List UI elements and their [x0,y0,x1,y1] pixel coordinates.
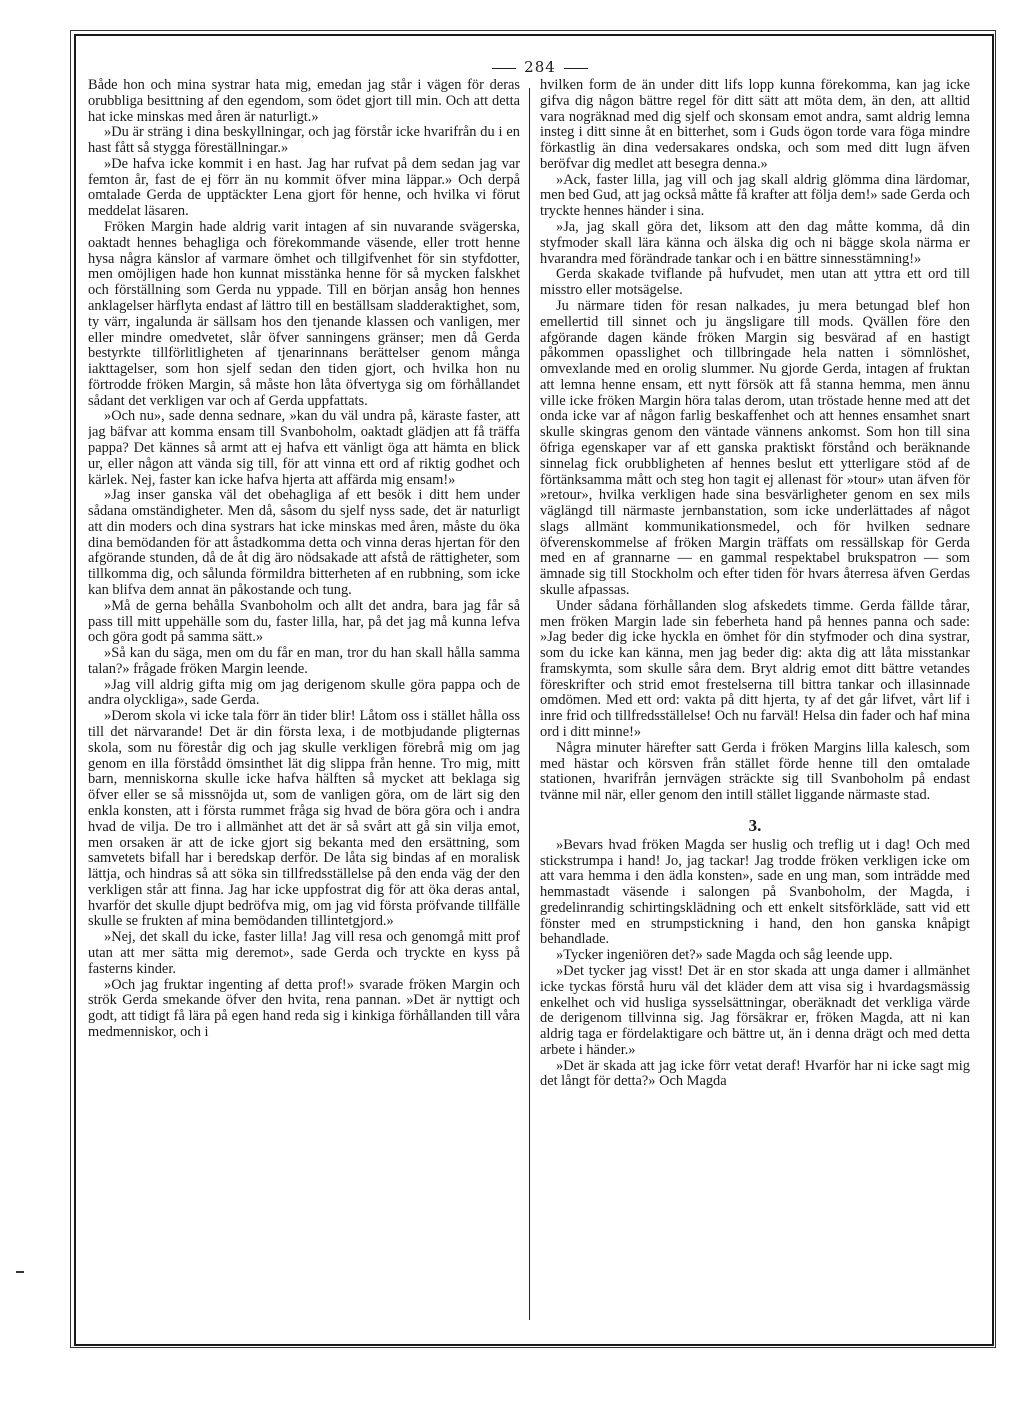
paragraph: »Må de gerna behålla Svanboholm och allt det andra, bara jag får så pass till mitt uppehälle som du, faster lilla, har, på det jag må kunna lefva och göra godt på samma sätt.» [88,597,520,646]
paragraph: »Jag vill aldrig gifta mig om jag derigenom skulle göra pappa och de andra olyckliga», sade Gerda. [88,676,520,709]
paragraph: »Ack, faster lilla, jag vill och jag skall aldrig glömma dina lärdomar, men bed Gud, att jag också måtte få krafter att följa dem!» sade Gerda och tryckte hennes händer i sina. [540,171,970,220]
paragraph: hvilken form de än under ditt lifs lopp kunna förekomma, kan jag icke gifva dig någon bättre regel för ditt sätt att möta dem, än den, att alltid vara nogräknad med dig sjelf och skonsam emot andra, samt aldrig lemna insteg i ditt sinne åt en bitterhet, som i Guds ögon torde vara föga mindre förkastlig än dina vedersakares ondska, och som med ditt lugn äfven beröfvar dig medlet att besegra denna.» [540,78,970,172]
paragraph: »Och jag fruktar ingenting af detta prof!» svarade fröken Margin och strök Gerda smekande öfver den hvita, rena pannan. »Det är nyttigt och godt, att tidigt få lära på egen hand reda sig i kinkiga förhållanden till våra medmenniskor, och i [88,976,520,1040]
page-number-dash-left [492,68,516,69]
paragraph: »Jag inser ganska väl det obehagliga af ett besök i ditt hem under sådana omständigheter. Men då, såsom du sjelf nyss sade, det är naturligt att din moders och dina systrars hat icke minskas med åren, måste du öka dina bemödanden för att åstadkomma detta och vinna deras hjertan för den afgörande stunden, då de åt dig äro nödsakade att afstå de rättigheter, som tillkomma dig, och sålunda förmildra bitterheten af en rubbning, som icke kan blifva dem annat än påkostande och tung. [88,487,520,598]
paragraph: Både hon och mina systrar hata mig, emedan jag står i vägen för deras orubbliga besittning af den egendom, som ödet gjort till min. Och att detta hat icke minskas med åren är naturligt.» [88,78,520,125]
paragraph: »Bevars hvad fröken Magda ser huslig och treflig ut i dag! Och med stickstrumpa i hand! Jo, jag tackar! Jag trodde fröken verkligen icke om att vara hemma i den ädla konsten», sade en ung man, som inträdde med hemmastadt väsende i salongen på Svanboholm, der Magda, i gredelinrandig schirtingsklädning och ett enkelt sitsförkläde, satt vid ett fönster med en strumpstickning i hand, den hon ganska knåpigt behandlade. [540,836,970,948]
paragraph: »Nej, det skall du icke, faster lilla! Jag vill resa och genomgå mitt prof utan att mer sätta mig deremot», sade Gerda och tryckte en kyss på fasterns kinder. [88,929,520,977]
paragraph: »Derom skola vi icke tala förr än tider blir! Låtom oss i stället hålla oss till det närvarande! Det är din första lexa, i de motbjudande pligternas skola, som nu förestår dig och jag skulle verkligen förebrå mig om jag genom en illa förstådd ömsinthet lät dig slippa från henne. Tro mig, mitt barn, menniskorna skulle icke hafva hälften så mycket att beklaga sig öfver eller se så missnöjda ut, som de vanligen göra, om de lärt sig den enkla konsten, att i första rummet fråga sig hvad de böra göra och i andra hvad de vilja. De tro i allmänhet att det är så svårt att gå sin vilja emot, men orsaken är att de icke gjort sig bekanta med den ersättning, som samvetets bifall har i beredskap derför. De låta sig bindas af en moralisk lättja, och hindras så att söka sin tillfredsställelse på den enda väg der den verkligen står att finna. Jag har icke uppfostrat dig för att öka deras antal, hvarför det skulle djupt bedröfva mig, om jag vid första pröfvande tillfälle skulle se frukten af mina bemödanden tillintetgjord.» [88,708,520,930]
section-heading: 3. [748,815,762,835]
left-column [88,78,520,1328]
paragraph: Några minuter härefter satt Gerda i fröken Margins lilla kalesch, som med hästar och körsven från stället förde henne till den omtalade stationen, hvarifrån jernvägen sträckte sig till Svanboholm på endast tvänne mil när, eller genom den intill stället liggande närmaste stad. [540,739,970,804]
paragraph: Gerda skakade tviflande på hufvudet, men utan att yttra ett ord till misstro eller motsägelse. [540,266,970,299]
paragraph: »Och nu», sade denna sednare, »kan du väl undra på, käraste faster, att jag bäfvar att komma ensam till Svanboholm, oaktadt glädjen att få träffa pappa? Det kännes så armt att ej hafva ett vänligt öga att hämta en blick ur, eller någon att vända sig till, för att vinna ett ord af riktig godhet och kärlek. Nej, faster kan icke hafva hjerta att affärda mig ensam!» [88,408,520,488]
paragraph: »Det är skada att jag icke förr vetat deraf! Hvarför har ni icke sagt mig det långt för detta?» Och Magda [540,1057,970,1090]
page-number-dash-right [564,68,588,69]
paragraph: »Du är sträng i dina beskyllningar, och jag förstår icke hvarifrån du i en hast fått så stygga föreställningar.» [88,124,520,157]
paragraph: »Tycker ingeniören det?» sade Magda och såg leende upp. [556,947,893,964]
column-divider [529,88,530,1320]
paragraph: Under sådana förhållanden slog afskedets timme. Gerda fällde tårar, men fröken Margin lade sin feberheta hand på hennes panna och sade: »Jag beder dig icke hyckla en ömhet för din styfmoder och dina systrar, som du icke kan känna, men jag beder dig: akta dig att låta misstankar framskymta, som skulle såra dem. Bryt aldrig emot ditt bättre vetandes föreskrifter och strid emot frestelserna till bittra tankar och illasinnade omdömen. Med ett ord: vakta på ditt hjerta, ty af det går lifvet, vårt lif i inre frid och tillfredsställelse! Och nu farväl! Helsa din fader och haf mina ord i ditt minne!» [540,597,970,741]
right-column [540,78,970,1328]
paragraph: »Det tycker jag visst! Det är en stor skada att unga damer i allmänhet icke tyckas förstå huru väl det kläder dem att visa sig i hvardagsmässig enkelhet och vid husliga sysselsättningar, oberäknadt det verkliga värde de derigenom tillvinna sig. Jag försäkrar er, fröken Magda, att ni kan aldrig taga er fördelaktigare och bättre ut, än i denna drägt och med detta arbete i händer.» [540,962,970,1058]
page-number [480,58,600,76]
margin-mark [16,1271,24,1273]
paragraph: »De hafva icke kommit i en hast. Jag har rufvat på dem sedan jag var femton år, fast de ej förr än nu kommit öfver mina läppar.» Och derpå omtalade Gerda de upptäckter Lena gjort för henne, och hvilka vi förut meddelat läsaren. [88,155,520,220]
paragraph: »Så kan du säga, men om du får en man, tror du han skall hålla samma talan?» frågade fröken Margin leende. [88,645,520,677]
paragraph: Fröken Margin hade aldrig varit intagen af sin nuvarande svägerska, oaktadt hennes behagliga och förekommande väsende, eller trott henne hysa några känslor af varmare ömhet och tillgifvenhet för sin styfdotter, men omöjligen hade hon kunnat misstänka henne för så mycken falskhet och förställning som Gerda nu yppade. Till en början ansåg hon hennes anklagelser härflyta endast af lättro till en beställsam sladderaktighet, som, ty värr, ingalunda är sällsam hos den tjenande klassen och vanligen, mer eller mindre omedvetet, slår öfver sanningens gränser; men då Gerda bestyrkte tillförlitligheten af tjenarinnans berättelser genom många iakttagelser, som hon sjelf sedan den tiden gjort, och hvilka hon nu förtrodde fröken Margin, så måste hon låta öfvertyga sig om förhållandet sådant det verkligen var och af Gerda uppfattats. [88,219,520,409]
paragraph: »Ja, jag skall göra det, liksom att den dag måtte komma, då din styfmoder skall lära känna och älska dig och ni bägge skola närma er hvarandra med förändrade tankar och i en bättre sinnesstämning!» [540,219,970,267]
paragraph: Ju närmare tiden för resan nalkades, ju mera betungad blef hon emellertid till sinnet och ju ängsligare till mods. Qvällen före den afgörande dagen kände fröken Margin sig besvärad af en hastigt påkommen opasslighet och tillbringade hela natten i sömnlöshet, omvexlande med en orolig slummer. Nu gjorde Gerda, intagen af fruktan att lemna henne ensam, ett nytt försök att få stanna hemma, men ännu ville icke fröken Margin höra talas derom, utan tröstade henne med att det onda icke var af någon farlig beskaffenhet och att hennes ensamhet snart skulle skingras genom den väntade vännens ankomst. Som hon till sina öfriga egenskaper var af ett ganska praktiskt förstånd och beräknande sinnelag fick orubbligheten af hennes beslut ett ytterligare stöd af de förtänksamma mått och steg hon tagit ej allenast för »tour» utan äfven för »retour», hvilka verkligen hade sina besvärligheter genom en sex mils väglängd till närmaste jernbanstation, som icke underlättades af något slags allmänt kommunikationsmedel, och för hvilken sednare öfverenskommelse af fröken Margin träffats om ressällskap för Gerda med en af grannarne — en gammal respektabel brukspatron — som ämnade sig till Stockholm och efter tiden för hvars återresa äfven Gerdas skulle afpassas. [540,297,970,598]
page-number-text: 284 [524,58,556,76]
